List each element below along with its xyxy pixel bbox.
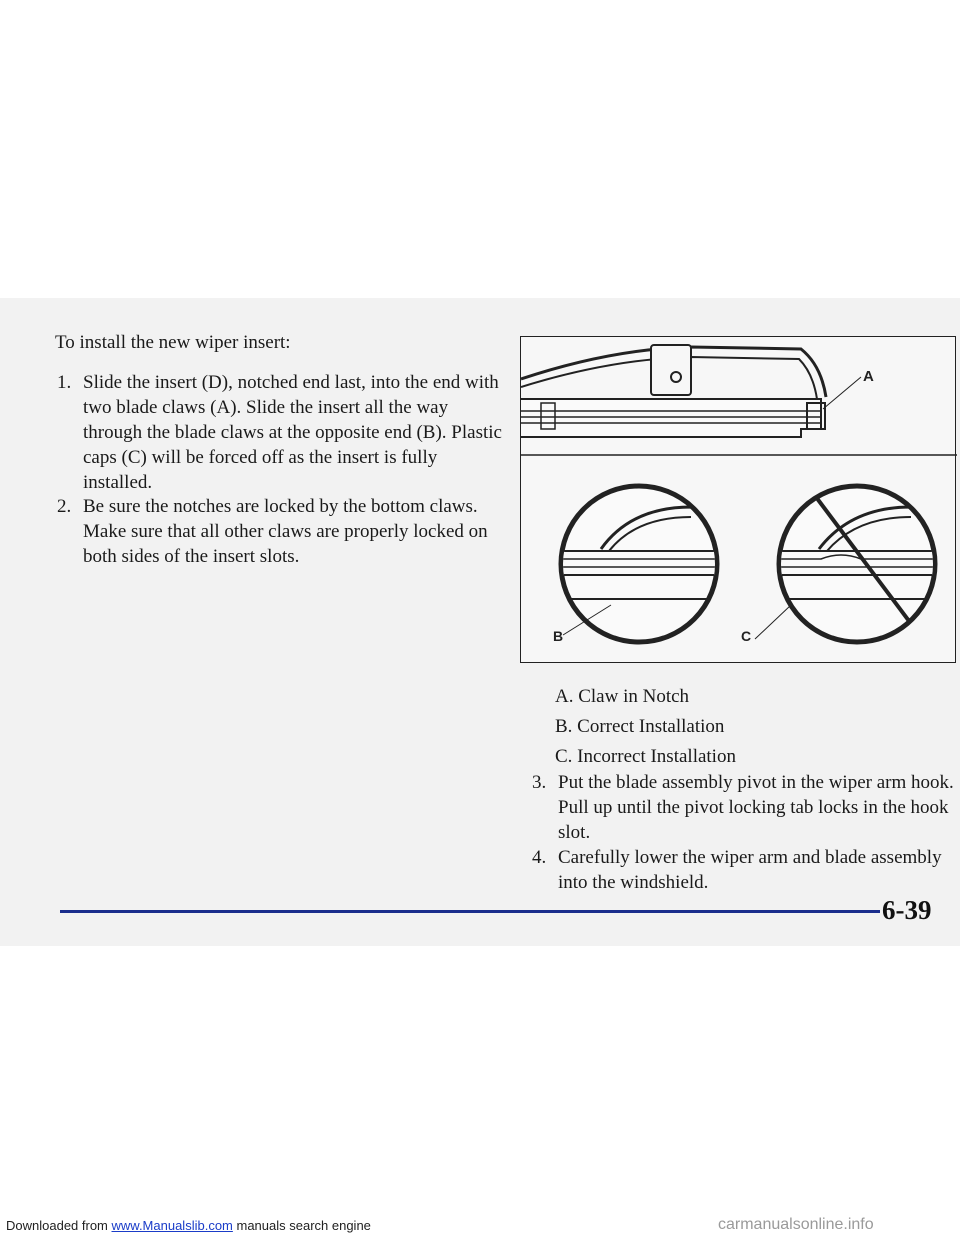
- blade-body: [521, 399, 821, 437]
- page-number: 6-39: [882, 895, 932, 925]
- step-number: 3.: [532, 772, 547, 793]
- step-text: Slide the insert (D), notched end last, into the end with two blade claws (A). Slide the insert all the way through the blade claws at the opposite end (B). Plastic caps (C) will be forced off as the insert is fully installed.: [83, 372, 502, 493]
- correct-detail: [551, 486, 751, 644]
- step-number: 4.: [532, 847, 547, 868]
- download-footer: [6, 1218, 371, 1233]
- step-text: Put the blade assembly pivot in the wiper arm hook. Pull up until the pivot locking tab locks in the hook slot.: [558, 772, 954, 843]
- label-a: A: [863, 368, 874, 385]
- legend-item-a: A. Claw in Notch: [555, 686, 690, 707]
- label-c: C: [741, 628, 752, 644]
- wiper-insert-diagram: [520, 336, 956, 663]
- pivot-block: [651, 345, 691, 395]
- step-text: Carefully lower the wiper arm and blade assembly into the windshield.: [558, 847, 942, 893]
- manualslib-link[interactable]: www.Manualslib.com: [111, 1218, 233, 1233]
- legend-item-c: C. Incorrect Installation: [555, 746, 736, 767]
- step-number: 2.: [57, 496, 72, 517]
- horizontal-rule: [60, 910, 880, 913]
- leader-a: [823, 377, 861, 409]
- step-text: Be sure the notches are locked by the bottom claws. Make sure that all other claws are properly locked on both sides of the insert slots.: [83, 496, 488, 567]
- diagram-drawing: [521, 337, 957, 664]
- label-b: B: [553, 628, 564, 644]
- incorrect-detail: [741, 486, 957, 644]
- step-number: 1.: [57, 372, 72, 393]
- footer-prefix: Downloaded from: [6, 1218, 112, 1233]
- legend-item-b: B. Correct Installation: [555, 716, 725, 737]
- watermark: carmanualsonline.info: [718, 1216, 874, 1233]
- intro-text: To install the new wiper insert:: [55, 332, 291, 353]
- footer-suffix: manuals search engine: [232, 1218, 371, 1233]
